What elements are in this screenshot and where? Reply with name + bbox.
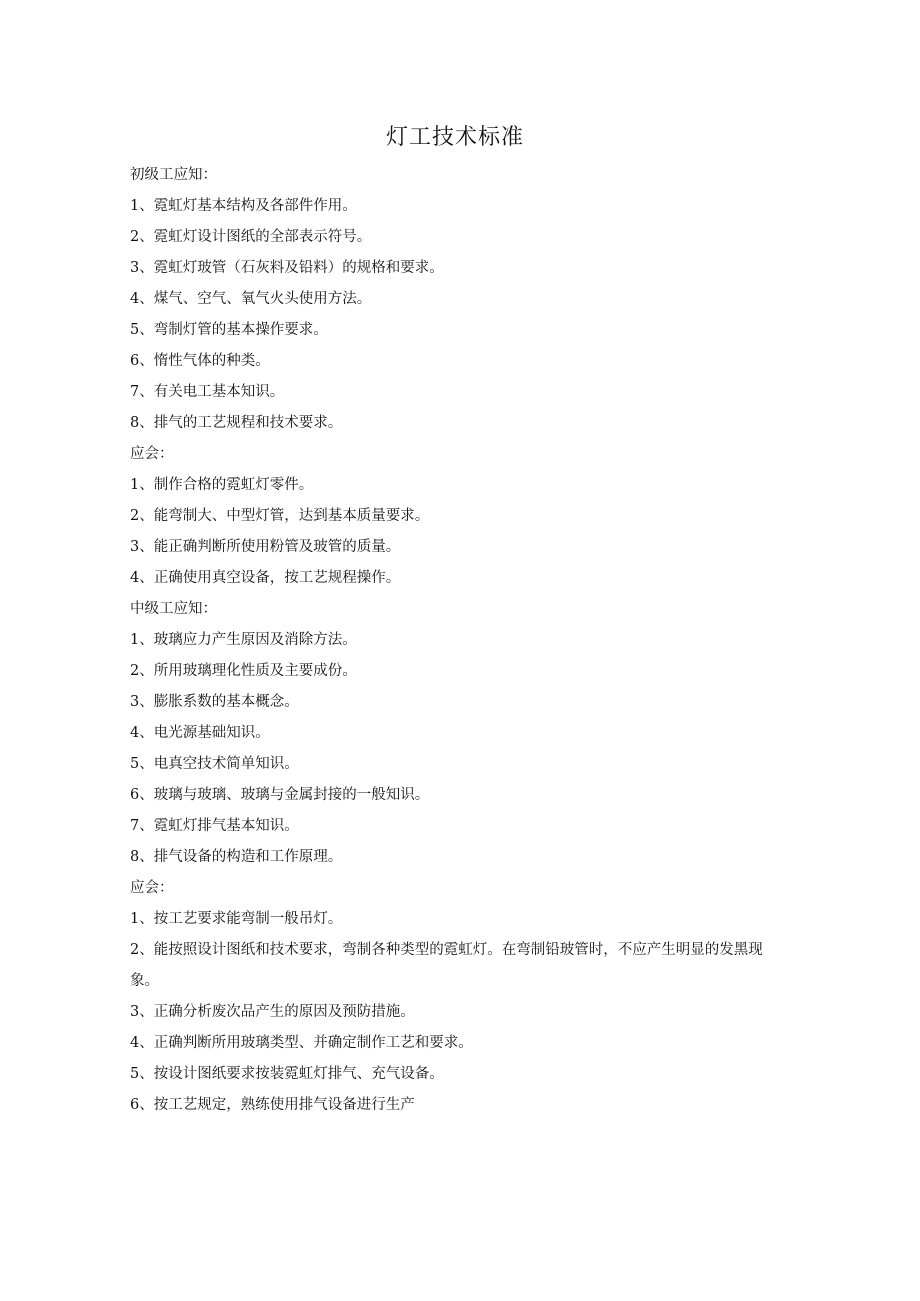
list-item: 1、按工艺要求能弯制一般吊灯。 — [130, 911, 343, 927]
list-item: 6、按工艺规定，熟练使用排气设备进行生产 — [130, 1097, 415, 1113]
list-item: 6、玻璃与玻璃、玻璃与金属封接的一般知识。 — [130, 787, 430, 803]
list-item: 7、有关电工基本知识。 — [130, 384, 285, 400]
list-item: 1、霓虹灯基本结构及各部件作用。 — [130, 198, 357, 214]
section-heading: 中级工应知： — [130, 601, 217, 617]
list-item: 2、能弯制大、中型灯管，达到基本质量要求。 — [130, 508, 430, 524]
document-body — [130, 160, 780, 1121]
list-item: 2、所用玻璃理化性质及主要成份。 — [130, 663, 357, 679]
list-item: 1、玻璃应力产生原因及消除方法。 — [130, 632, 357, 648]
list-item: 2、能按照设计图纸和技术要求，弯制各种类型的霓虹灯。在弯制铅玻管时，不应产生明显的发黑现象。 — [130, 942, 763, 989]
list-item: 8、排气设备的构造和工作原理。 — [130, 849, 343, 865]
list-item: 6、惰性气体的种类。 — [130, 353, 270, 369]
list-item: 4、电光源基础知识。 — [130, 725, 270, 741]
list-item: 1、制作合格的霓虹灯零件。 — [130, 477, 314, 493]
section-heading: 应会： — [130, 880, 174, 896]
list-item: 2、霓虹灯设计图纸的全部表示符号。 — [130, 229, 372, 245]
document-title: 灯工技术标准 — [385, 125, 524, 150]
list-item: 7、霓虹灯排气基本知识。 — [130, 818, 299, 834]
list-item: 3、膨胀系数的基本概念。 — [130, 694, 299, 710]
list-item: 4、煤气、空气、氧气火头使用方法。 — [130, 291, 372, 307]
list-item: 5、弯制灯管的基本操作要求。 — [130, 322, 328, 338]
list-item: 4、正确判断所用玻璃类型、并确定制作工艺和要求。 — [130, 1035, 473, 1051]
list-item: 3、霓虹灯玻管（石灰料及铅料）的规格和要求。 — [130, 260, 444, 276]
list-item: 5、按设计图纸要求按装霓虹灯排气、充气设备。 — [130, 1066, 444, 1082]
list-item: 3、正确分析废次品产生的原因及预防措施。 — [130, 1004, 415, 1020]
section-heading: 应会： — [130, 446, 174, 462]
list-item: 5、电真空技术简单知识。 — [130, 756, 299, 772]
list-item: 4、正确使用真空设备，按工艺规程操作。 — [130, 570, 401, 586]
section-heading: 初级工应知： — [130, 167, 217, 183]
list-item: 8、排气的工艺规程和技术要求。 — [130, 415, 343, 431]
list-item: 3、能正确判断所使用粉管及玻管的质量。 — [130, 539, 401, 555]
